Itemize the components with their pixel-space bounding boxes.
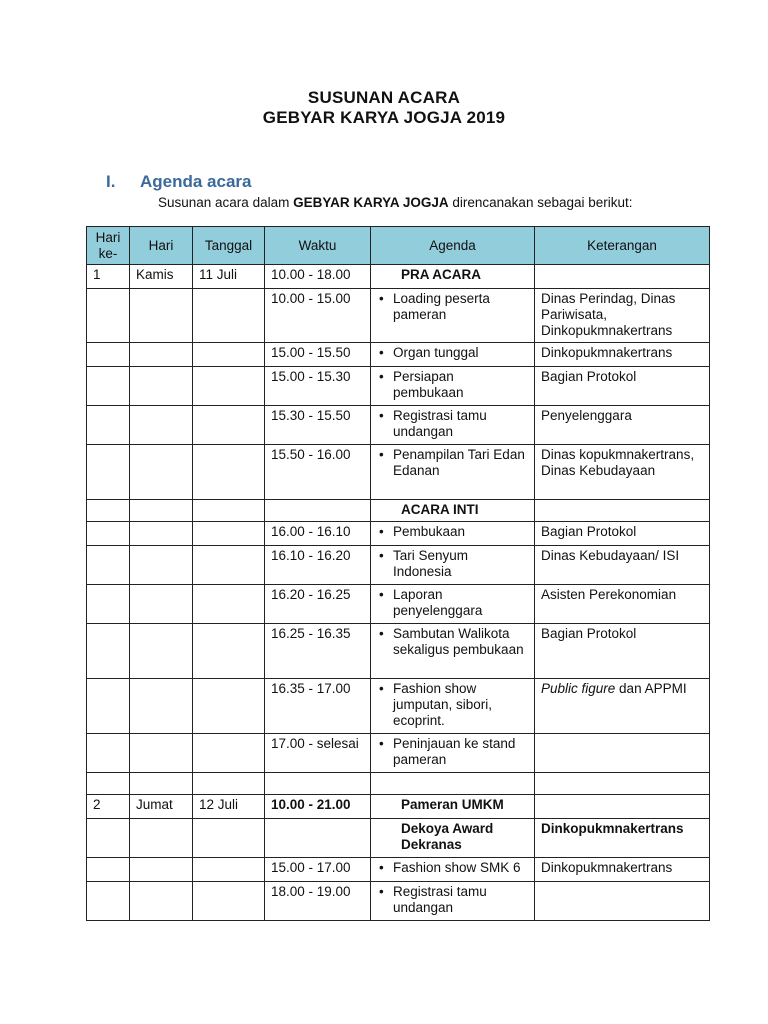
cell-keterangan [535,265,710,289]
table-row [87,882,710,921]
cell-tanggal [193,858,265,882]
table-row [87,858,710,882]
cell-hari [130,624,193,679]
cell-tanggal [193,734,265,773]
table-row [87,585,710,624]
agenda-text: Tari Senyum Indonesia [393,548,469,579]
bullet-icon: • [379,345,384,360]
bullet-icon: • [379,291,384,306]
bullet-icon: • [379,884,384,899]
table-row [87,819,710,858]
cell-agenda [371,406,535,445]
agenda-text: Pembukaan [393,524,466,539]
document-title: SUSUNAN ACARA [307,88,461,107]
cell-keterangan: Dinkopukmnakertrans [535,819,710,858]
cell-agenda [371,819,535,858]
cell-tanggal [193,367,265,406]
cell-hari [130,882,193,921]
intro-suffix: direncanakan sebagai berikut: [448,195,633,210]
cell-keterangan [535,734,710,773]
section-title: Agenda acara [140,172,252,191]
cell-hari [130,679,193,734]
cell-hari [130,858,193,882]
cell-hari [130,406,193,445]
cell-tanggal [193,773,265,795]
bullet-icon: • [379,736,384,751]
cell-hari: Jumat [130,795,193,819]
table-row [87,734,710,773]
document-subtitle: GEBYAR KARYA JOGJA 2019 [262,108,506,127]
table-row [87,546,710,585]
cell-agenda [371,367,535,406]
cell-keterangan: Bagian Protokol [535,624,710,679]
cell-waktu: 15.50 - 16.00 [265,445,371,500]
cell-no [87,624,130,679]
cell-keterangan [535,882,710,921]
cell-hari [130,500,193,522]
cell-hari [130,734,193,773]
header-hari: Hari [130,227,193,265]
cell-agenda [371,265,535,289]
agenda-text: Persiapan pembukaan [393,369,464,400]
cell-no [87,343,130,367]
bullet-icon: • [379,548,384,563]
agenda-heading: Pameran UMKM [401,797,504,812]
table-header-row [87,227,710,265]
cell-agenda [371,773,535,795]
cell-tanggal: 11 Juli [193,265,265,289]
cell-agenda [371,795,535,819]
cell-waktu [265,773,371,795]
bullet-icon: • [379,447,384,462]
header-tanggal: Tanggal [193,227,265,265]
cell-hari [130,343,193,367]
keterangan-italic: Public figure [541,681,616,696]
agenda-text: Fashion show SMK 6 [393,860,521,875]
cell-keterangan [535,795,710,819]
cell-hari [130,445,193,500]
agenda-text: Organ tunggal [393,345,479,360]
cell-agenda [371,585,535,624]
cell-no: 1 [87,265,130,289]
cell-tanggal [193,289,265,343]
table-row [87,289,710,343]
table-row [87,773,710,795]
table-row [87,367,710,406]
cell-waktu: 10.00 - 18.00 [265,265,371,289]
cell-agenda [371,679,535,734]
agenda-text: Peninjauan ke stand pameran [393,736,516,767]
cell-tanggal: 12 Juli [193,795,265,819]
cell-no [87,679,130,734]
cell-waktu [265,500,371,522]
agenda-text: Registrasi tamu undangan [393,884,487,915]
agenda-heading: ACARA INTI [401,502,479,517]
cell-no [87,522,130,546]
cell-keterangan: Bagian Protokol [535,522,710,546]
cell-hari [130,367,193,406]
intro-paragraph [158,195,633,210]
cell-no [87,585,130,624]
table-row [87,795,710,819]
cell-hari [130,773,193,795]
cell-keterangan: Dinas Kebudayaan/ ISI [535,546,710,585]
section-number: I. [106,172,116,191]
cell-tanggal [193,585,265,624]
intro-bold: GEBYAR KARYA JOGJA [293,195,449,210]
agenda-text: Loading peserta pameran [393,291,490,322]
cell-no [87,546,130,585]
cell-agenda [371,546,535,585]
agenda-text: Fashion show jumputan, sibori, ecoprint. [393,681,493,728]
bullet-icon: • [379,408,384,423]
section-heading [106,172,252,192]
cell-keterangan: Dinkopukmnakertrans [535,858,710,882]
cell-agenda [371,734,535,773]
agenda-text: Penampilan Tari Edan Edanan [393,447,525,478]
cell-waktu: 16.00 - 16.10 [265,522,371,546]
cell-no [87,734,130,773]
cell-waktu: 15.00 - 15.30 [265,367,371,406]
cell-tanggal [193,406,265,445]
cell-tanggal [193,819,265,858]
cell-waktu: 15.00 - 17.00 [265,858,371,882]
cell-agenda [371,343,535,367]
cell-tanggal [193,679,265,734]
cell-no [87,819,130,858]
cell-keterangan [535,773,710,795]
agenda-text: Laporan penyelenggara [393,587,483,618]
cell-keterangan: Dinkopukmnakertrans [535,343,710,367]
cell-hari: Kamis [130,265,193,289]
cell-no [87,858,130,882]
cell-tanggal [193,500,265,522]
header-waktu: Waktu [265,227,371,265]
cell-no [87,367,130,406]
cell-hari [130,522,193,546]
bullet-icon: • [379,860,384,875]
table-row [87,522,710,546]
table-row [87,679,710,734]
cell-no: 2 [87,795,130,819]
cell-hari [130,819,193,858]
cell-keterangan: Dinas Perindag, Dinas Pariwisata, Dinkopukmnakertrans [535,289,710,343]
cell-waktu: 15.30 - 15.50 [265,406,371,445]
cell-waktu: 16.25 - 16.35 [265,624,371,679]
cell-keterangan: Asisten Perekonomian [535,585,710,624]
bullet-icon: • [379,626,384,641]
cell-tanggal [193,343,265,367]
cell-tanggal [193,546,265,585]
cell-waktu: 18.00 - 19.00 [265,882,371,921]
agenda-text: Sambutan Walikota sekaligus pembukaan [393,626,524,657]
cell-keterangan [535,679,710,734]
cell-no [87,500,130,522]
cell-no [87,882,130,921]
header-agenda: Agenda [371,227,535,265]
header-keterangan: Keterangan [535,227,710,265]
cell-agenda [371,858,535,882]
cell-keterangan: Bagian Protokol [535,367,710,406]
intro-prefix: Susunan acara dalam [158,195,294,210]
table-row [87,500,710,522]
cell-waktu: 16.10 - 16.20 [265,546,371,585]
table-row [87,343,710,367]
cell-waktu: 10.00 - 21.00 [265,795,371,819]
cell-waktu: 16.20 - 16.25 [265,585,371,624]
cell-keterangan [535,500,710,522]
bullet-icon: • [379,681,384,696]
cell-no [87,773,130,795]
cell-waktu: 15.00 - 15.50 [265,343,371,367]
cell-waktu: 17.00 - selesai [265,734,371,773]
table-row [87,265,710,289]
agenda-text: Registrasi tamu undangan [393,408,487,439]
cell-agenda [371,882,535,921]
cell-agenda [371,445,535,500]
cell-hari [130,585,193,624]
cell-waktu [265,819,371,858]
agenda-heading: Dekoya Award Dekranas [401,821,494,852]
cell-hari [130,546,193,585]
cell-tanggal [193,445,265,500]
cell-agenda [371,289,535,343]
bullet-icon: • [379,369,384,384]
table-row [87,406,710,445]
keterangan-rest: dan APPMI [615,681,687,696]
table-row [87,445,710,500]
cell-agenda [371,500,535,522]
agenda-table [86,226,710,921]
cell-no [87,406,130,445]
cell-no [87,289,130,343]
cell-tanggal [193,624,265,679]
cell-hari [130,289,193,343]
cell-agenda [371,522,535,546]
bullet-icon: • [379,524,384,539]
cell-tanggal [193,882,265,921]
cell-keterangan: Dinas kopukmnakertrans, Dinas Kebudayaan [535,445,710,500]
cell-waktu: 16.35 - 17.00 [265,679,371,734]
table-row [87,624,710,679]
cell-keterangan: Penyelenggara [535,406,710,445]
cell-no [87,445,130,500]
agenda-heading: PRA ACARA [401,267,481,282]
cell-waktu: 10.00 - 15.00 [265,289,371,343]
bullet-icon: • [379,587,384,602]
cell-tanggal [193,522,265,546]
cell-agenda [371,624,535,679]
header-hari-ke: Hari ke- [87,227,130,265]
